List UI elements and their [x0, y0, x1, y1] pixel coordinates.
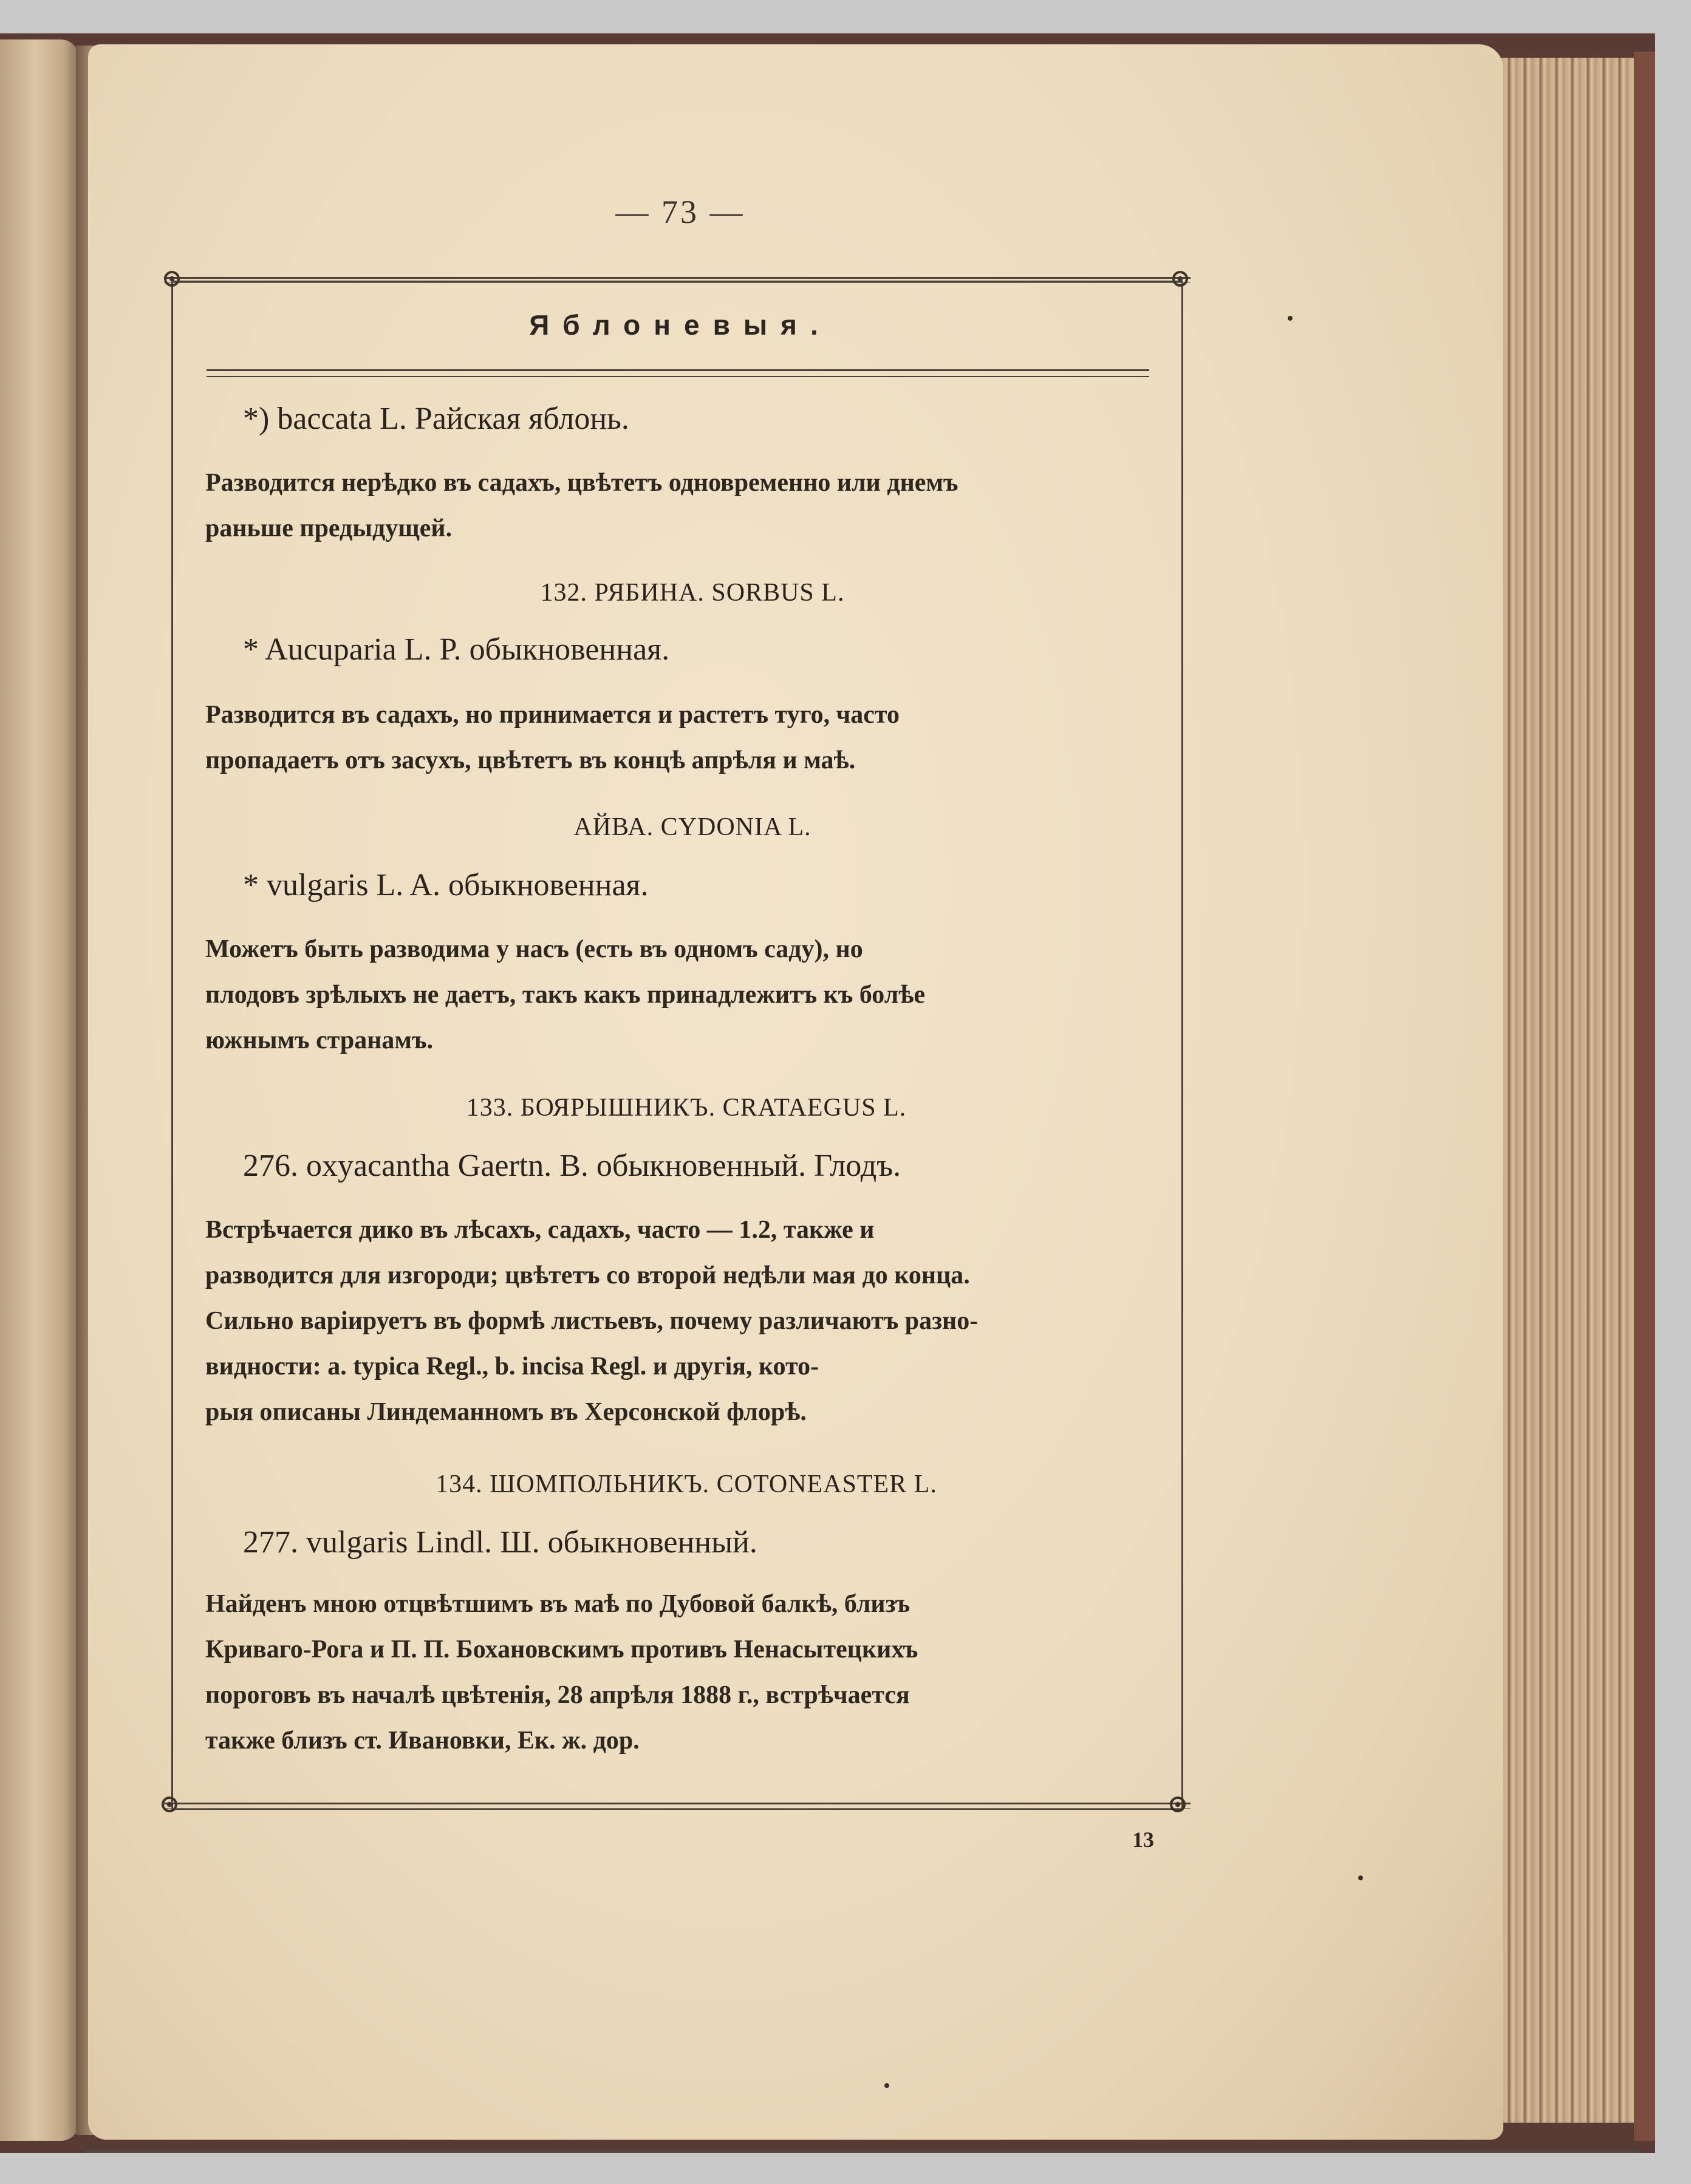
left-page-edge [0, 39, 79, 2141]
species-name: 277. vulgaris Lindl. Ш. обыкновенный. [243, 1525, 757, 1560]
species-name: 276. oxyacantha Gaertn. B. обыкновенный. Глодъ. [243, 1148, 901, 1183]
description-line: Встрѣчается дико въ лѣсахъ, садахъ, часто — 1.2, также и [205, 1216, 875, 1244]
sheet-signature: 13 [1132, 1827, 1154, 1852]
paper-speck [1288, 316, 1293, 321]
species-description [205, 1582, 1153, 1764]
species-name: *) baccata L. Райская яблонь. [243, 401, 629, 436]
frame-corner-ornament [162, 1797, 177, 1812]
genus-heading: АЙВА. CYDONIA L. [573, 813, 811, 841]
description-line: Разводится въ садахъ, но принимается и растетъ туго, часто [205, 701, 900, 729]
frame-corner-ornament [164, 271, 180, 287]
bottom-shadow [85, 2147, 1640, 2153]
description-line: плодовъ зрѣлыхъ не даетъ, такъ какъ принадлежитъ къ болѣе [205, 981, 926, 1009]
description-line: также близъ ст. Ивановки, Ек. ж. дор. [205, 1727, 640, 1755]
description-line: Криваго-Рога и П. П. Бохановскимъ противъ Ненасытецкихъ [205, 1636, 918, 1664]
species-name: * Aucuparia L. P. обыкновенная. [243, 632, 670, 667]
description-line: южнымъ странамъ. [205, 1026, 434, 1054]
species-description [205, 460, 1153, 551]
description-line: Можетъ быть разводима у насъ (есть въ одномъ саду), но [205, 935, 863, 963]
frame-corner-ornament [1172, 271, 1188, 287]
paper-speck [1358, 1875, 1363, 1880]
description-line: разводится для изгороди; цвѣтетъ со второй недѣли мая до конца. [205, 1261, 970, 1289]
frame-bottom-rule [164, 1803, 1191, 1809]
paper-speck [884, 2083, 889, 2088]
description-line: раньше предыдущей. [205, 514, 453, 542]
heading-rule [207, 369, 1149, 377]
family-heading: Яблоневыя. [529, 309, 832, 341]
genus-heading: 134. ШОМПОЛЬНИКЪ. COTONEASTER L. [436, 1470, 937, 1498]
frame-corner-ornament [1170, 1797, 1186, 1812]
description-line: пороговъ въ началѣ цвѣтенія, 28 апрѣля 1888 г., встрѣчается [205, 1681, 910, 1709]
species-description [205, 927, 1153, 1063]
species-description [205, 1207, 1153, 1435]
description-line: Разводится нерѣдко въ садахъ, цвѣтетъ одновременно или днемъ [205, 469, 958, 497]
description-line: видности: a. typica Regl., b. incisa Regl. и другія, кото- [205, 1353, 819, 1380]
species-description [205, 692, 1153, 783]
genus-heading: 132. РЯБИНА. SORBUS L. [540, 579, 845, 607]
genus-heading: 133. БОЯРЫШНИКЪ. CRATAEGUS L. [466, 1094, 907, 1122]
description-line: пропадаетъ отъ засухъ, цвѣтетъ въ концѣ апрѣля и маѣ. [205, 746, 856, 774]
page-number: — 73 — [615, 194, 745, 230]
frame-top-rule [164, 277, 1191, 283]
description-line: рыя описаны Линдеманномъ въ Херсонской флорѣ. [205, 1398, 807, 1426]
description-line: Сильно варіируетъ въ формѣ листьевъ, почему различаютъ разно- [205, 1307, 979, 1335]
description-line: Найденъ мною отцвѣтшимъ въ маѣ по Дубовой балкѣ, близъ [205, 1590, 910, 1618]
book-cover-edge [1634, 52, 1655, 2141]
species-name: * vulgaris L. A. обыкновенная. [243, 868, 649, 903]
